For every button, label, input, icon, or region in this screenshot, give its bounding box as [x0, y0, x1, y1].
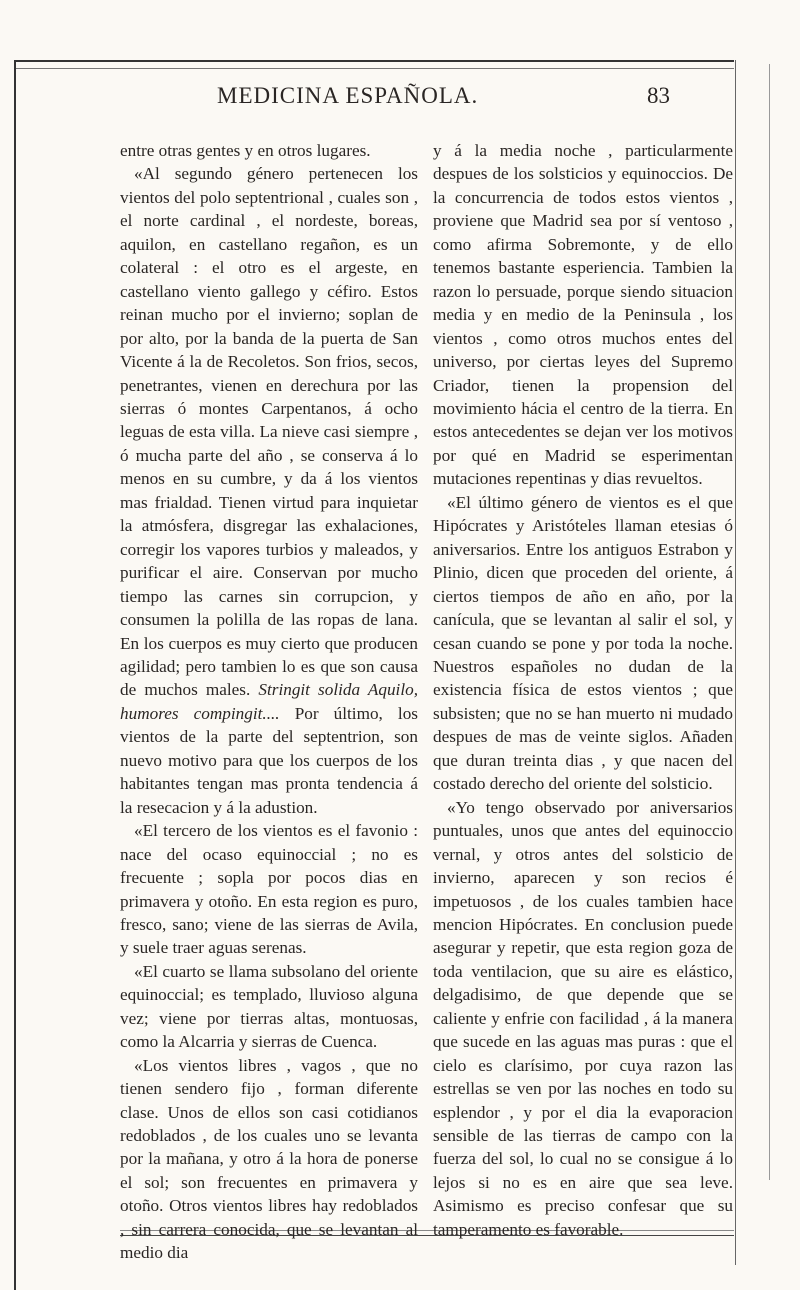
paragraph: «El cuarto se llama subsolano del oriente equinoccial; es templado, lluvioso alguna vez; viene por tierras altas, montuosas, como la Alcarria y sierras de Cuenca.: [120, 961, 418, 1052]
paragraph: [120, 162, 418, 819]
page-border-top: [14, 60, 734, 69]
paragraph: entre otras gentes y en otros lugares.: [120, 141, 371, 160]
left-column: [120, 139, 418, 1265]
page-number: 83: [647, 83, 670, 108]
latin-quote: Stringit solida Aquilo, humores compingit....: [120, 680, 418, 723]
paragraph-text: Por último, los vientos de la parte del septentrion, son nuevo motivo para que los cuerpos de los habitantes tengan mas pronta tendencia á la resecacion y á la adustion.: [120, 703, 418, 817]
paragraph-text: «Al segundo género pertenecen los vientos del polo septentrional , cuales son , el norte cardinal , el nordeste, boreas, aquilon, en castellano regañon, es un colateral : el otro es el argeste, en castellano viento gallego y céfiro. Estos reinan mucho por el invierno; soplan de por alto, por la banda de la puerta de San Vicente á la de Recoletos. Son frios, secos, penetrantes, vienen en derechura por las sierras ó montes Carpentanos, á ocho leguas de esta villa. La nieve casi siempre , ó mucha parte del año , se conserva á lo menos en su cumbre, y da á los vientos mas frialdad. Tienen virtud para inquietar la atmósfera, disgregar las exhalaciones, corregir los vapores turbios y maleados, y purificar el aire. Conservan por mucho tiempo las carnes sin corrupcion, y consumen la polilla de las ropas de lana. En los cuerpos es muy cierto que producen agilidad; pero tambien lo es que son causa de muchos males.: [120, 164, 418, 700]
paragraph: y á la media noche , particularmente despues de los solsticios y equinoccios. De la concurrencia de todos estos vientos , proviene que Madrid sea por sí ventoso , como afirma Sobremonte, y de ello tenemos bastante esperiencia. Tambien la razon lo persuade, porque siendo situacion media y en medio de la Peninsula , los vientos , como otros muchos entes del universo, por ciertas leyes del Supremo Criador, tienen la propension del movimiento hácia el centro de la tierra. En estos antecedentes se dejan ver los motivos por qué en Madrid se esperimentan mutaciones repentinas y dias revueltos.: [433, 141, 733, 489]
page-header: [135, 83, 670, 117]
paragraph: «El tercero de los vientos es el favonio : nace del ocaso equinoccial ; no es frecuente ; sopla por pocos dias en primavera y otoño. En esta region es puro, fresco, sano; viene de las sierras de Avila, y suele traer aguas serenas.: [120, 821, 418, 958]
right-column: [433, 139, 733, 1241]
paragraph: «El último género de vientos es el que Hipócrates y Aristóteles llaman etesias ó aniversarios. Entre los antiguos Estrabon y Plinio, dicen que proceden del oriente, á ciertos tiempos de año en año, por la canícula, que se levantan al salir el sol, y cesan cuando se pone y por toda la noche. Nuestros españoles no dudan de la existencia física de estos vientos ; que subsisten; que no se han muerto ni mudado despues de mas de veinte siglos. Añaden que duran treinta dias , y que nacen del costado derecho del oriente del solsticio.: [433, 492, 733, 794]
page-border-left: [14, 60, 16, 1290]
paragraph: «Yo tengo observado por aniversarios puntuales, unos que antes del equinoccio vernal, y otros antes del solsticio de invierno, aparecen y son recios é impetuosos , de los cuales tambien hace mencion Hipócrates. En conclusion puede asegurar y repetir, que esta region goza de toda ventilacion, que su aire es elástico, delgadisimo, de que depende que se caliente y enfrie con facilidad , á la manera que sucede en las aguas mas puras : que el cielo es clarísimo, por cuya razon las estrellas se ven por las noches en todo su esplendor , y por el dia la evaporacion sensible de las tierras de campo con la fuerza del sol, lo cual no se consigue á lo lejos si no es en aire que sea leve. Asimismo es preciso confesar que su tamperamento es favorable.: [433, 797, 733, 1239]
paragraph: «Los vientos libres , vagos , que no tienen sendero fijo , forman diferente clase. Unos de ellos son casi cotidianos redoblados , de los cuales uno se levanta por la mañana, y otro á la hora de ponerse el sol; son frecuentes en primavera y otoño. Otros vientos libres hay redoblados , sin carrera conocida, que se levantan al medio dia: [120, 1055, 418, 1263]
page-edge-line: [769, 64, 770, 1180]
page-border-right: [735, 60, 736, 1265]
running-title: MEDICINA ESPAÑOLA.: [217, 83, 479, 108]
